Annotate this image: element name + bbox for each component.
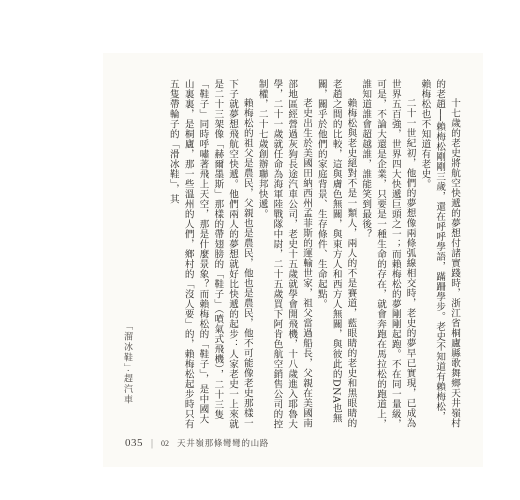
body-paragraph: 二十一世紀初，他們的夢想像兩條弧線相交時，老史的夢早已實現，已成為世界五百強，世界四大快遞巨頭之一；而賴梅松的夢剛剛起跑。不在同一量級，可是，不論大還是企業，只要是一種生命的存在，就會奔跑在馬拉松的跑道上，誰知道誰會超越誰，誰能笑到最後？ — [360, 79, 416, 429]
body-paragraph: 賴梅松與老史絕對不是一類人，兩人的不是賽道，藍眼睛的老史和黑眼睛的老趙之間的比較，這與膚色無關，與東方人和西方人無關，與彼此的DNA也無關，關乎於他們的家庭背景、生存條件、生命起點。 — [315, 79, 357, 429]
body-paragraph: 老史出生於美國田納西州孟菲斯的運輸世家，祖父當過船長，父親在美國南部地區經營過灰狗長途汽車公司，老史十五歲就學會開飛機，十八歲進入耶魯大學，二十一歲就任命為海軍陸戰隊中尉，二十五歲買下阿肯色航空銷售公司的控制權，二十七歲創辦聯邦快遞。 — [256, 79, 313, 429]
body-paragraph: 賴梅松的祖父是農民，父親也是農民，他也是農民，他不可能像老史那樣一下子就夢想飛航空快遞。他們兩人的夢想就好比快遞的起步：人家老史一上來就是二十三架像「赫爾墨斯」那樣的帶翅膀的「鞋子」（噴氣式飛機），二十三隻「鞋子」同時呼嘯著飛上天空，那是什麼景象？而賴梅松的「鞋子」，是中國大山裏裏，是桐廬，那一些溫州的人們，鄉村的「沒人要」的，賴梅松起步時只有五隻帶輪子的「滑冰鞋」，其 — [167, 79, 253, 429]
book-page — [103, 53, 483, 467]
body-paragraph: 十七歲的老史將航空快遞的夢想付諸實踐時，浙江省桐廬縣歌舞鄉天井嶺村的老趙──賴梅松剛剛三歲，還在呼呼學語，蹣跚學步。老史不知道有賴梅松，賴梅松也不知道有老史。 — [419, 79, 460, 429]
footer-separator: | — [151, 438, 154, 449]
section-side-label: 「溜冰鞋」‧趕汽車 — [122, 321, 132, 405]
chapter-number: 02 — [161, 439, 170, 448]
page-number: 035 — [125, 437, 143, 449]
body-text — [139, 79, 461, 429]
page-footer — [125, 437, 269, 449]
chapter-title: 天井嶺那條彎彎的山路 — [177, 439, 269, 449]
